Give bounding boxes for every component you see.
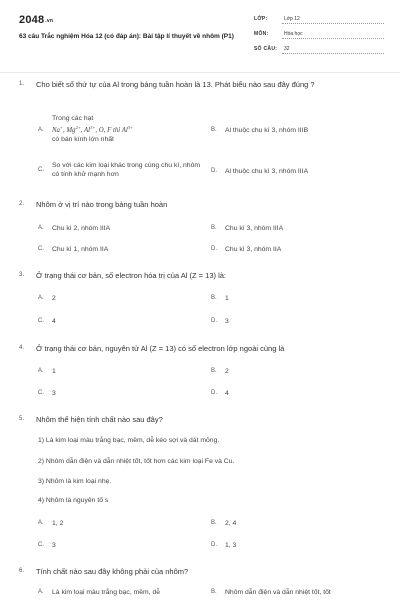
option-letter: B.: [211, 127, 217, 133]
option-letter: C.: [38, 542, 44, 548]
option-text: 2: [52, 295, 56, 302]
question-text: Ở trạng thái cơ bản, nguyên tử Al (Z = 13) có số electron lớp ngoài cùng là: [36, 344, 285, 353]
question-number: 4.: [19, 345, 25, 351]
meta-count-label: SỐ CÂU:: [254, 46, 278, 52]
meta-count-value: 32: [284, 46, 290, 52]
statement-1: 1) Là kim loại màu trắng bạc, mềm, dễ kéo sợi và dát mỏng.: [38, 437, 220, 444]
option-letter: B.: [211, 368, 217, 374]
option-letter: B.: [211, 589, 217, 595]
question-text: Tính chất nào sau đây không phải của nhôm?: [36, 567, 189, 576]
question-text: Cho biết số thứ tự của Al trong bảng tuần hoàn là 13. Phát biểu nào sau đây đúng ?: [36, 80, 315, 89]
option-text: 3: [52, 542, 56, 549]
option-letter: C.: [38, 318, 44, 324]
question-text: Nhôm ở vị trí nào trong bảng tuần hoàn: [36, 200, 168, 209]
option-text: 1, 2: [52, 520, 64, 527]
meta-underline: [282, 53, 384, 54]
option-letter: D.: [211, 246, 217, 252]
option-letter: D.: [211, 168, 217, 174]
meta-class-value: Lớp 12: [284, 16, 300, 22]
question-text: Nhôm thể hiện tính chất nào sau đây?: [36, 415, 163, 424]
statement-2: 2) Nhôm dẫn điện và dẫn nhiệt tốt, tốt hơn các kim loại Fe và Cu.: [38, 458, 235, 465]
option-letter: A.: [38, 520, 44, 526]
option-letter: A.: [38, 295, 44, 301]
option-letter: A.: [38, 368, 44, 374]
option-text: 2: [225, 368, 229, 375]
question-text: Ở trạng thái cơ bản, số electron hóa trị của Al (Z = 13) là:: [36, 271, 226, 280]
option-text: Al thuộc chu kì 3, nhóm IIIA: [225, 168, 309, 175]
statement-4: 4) Nhôm là nguyên tố s: [38, 497, 109, 504]
meta-class: [254, 13, 384, 25]
question-number: 2.: [19, 201, 25, 207]
meta-underline: [282, 23, 384, 24]
option-a-ions: Na+, $Mg^{2+}$, $Al^{3+}$, O, F thì $Al^{3+}$: [52, 125, 134, 134]
option-letter: B.: [211, 225, 217, 231]
option-letter: D.: [211, 542, 217, 548]
option-text: Chu kì 1, nhóm IIA: [52, 246, 109, 253]
option-text: 2, 4: [225, 520, 237, 527]
option-letter: A.: [38, 127, 44, 133]
option-letter: D.: [211, 318, 217, 324]
meta-class-label: LỚP:: [254, 16, 268, 22]
page-header: [0, 0, 400, 70]
option-text: Nhôm dẫn điện và dẫn nhiệt tốt, tốt: [225, 589, 331, 596]
option-text: 1, 3: [225, 542, 237, 549]
option-letter: A.: [38, 589, 44, 595]
option-text: 1: [52, 368, 56, 375]
option-text: 3: [225, 318, 229, 325]
meta-underline: [282, 38, 384, 39]
option-letter: D.: [211, 390, 217, 396]
option-letter: C.: [38, 390, 44, 396]
option-text: Chu kì 3, nhóm IIIA: [225, 225, 284, 232]
option-text: 3: [52, 390, 56, 397]
question-number: 6.: [19, 568, 25, 574]
option-c[interactable]: [38, 161, 208, 181]
option-text: Là kim loại màu trắng bạc, mềm, dễ: [52, 589, 161, 596]
option-text: 4: [52, 318, 56, 325]
question-number: 1.: [19, 81, 25, 87]
meta-subject: [254, 28, 384, 40]
option-letter: C.: [38, 167, 44, 173]
header-divider: [0, 72, 400, 73]
logo-suffix: .vn: [45, 18, 54, 24]
option-text: Chu kì 2, nhóm IIIA: [52, 225, 111, 232]
option-text: Al thuộc chu kì 3, nhóm IIIB: [225, 127, 309, 134]
statement-3: 3) Nhôm là kim loại nhẹ.: [38, 478, 112, 485]
option-text: 1: [225, 295, 229, 302]
meta-subject-label: MÔN:: [254, 31, 269, 37]
option-text: So với các kim loại khác trong cùng chu kì, nhôm có tính khử mạnh hơn: [52, 162, 201, 178]
question-number: 5.: [19, 416, 25, 422]
option-text: Chu kì 3, nhóm IIA: [225, 246, 282, 253]
option-a-prefix: Trong các hạt: [52, 115, 94, 122]
option-letter: B.: [211, 295, 217, 301]
question-number: 3.: [19, 272, 25, 278]
logo-text: 2048: [19, 14, 45, 26]
option-text: [52, 114, 202, 144]
option-letter: B.: [211, 520, 217, 526]
meta-count: [254, 43, 384, 55]
meta-subject-value: Hóa học: [284, 31, 303, 37]
option-a[interactable]: [38, 114, 208, 146]
option-text: 4: [225, 390, 229, 397]
option-a-suffix: có bán kính lớn nhất: [52, 136, 114, 143]
document-title: 63 câu Trắc nghiệm Hóa 12 (có đáp án): Bài tập lí thuyết về nhôm (P1): [19, 33, 234, 40]
site-logo[interactable]: [19, 14, 53, 26]
option-letter: A.: [38, 225, 44, 231]
option-letter: C.: [38, 246, 44, 252]
